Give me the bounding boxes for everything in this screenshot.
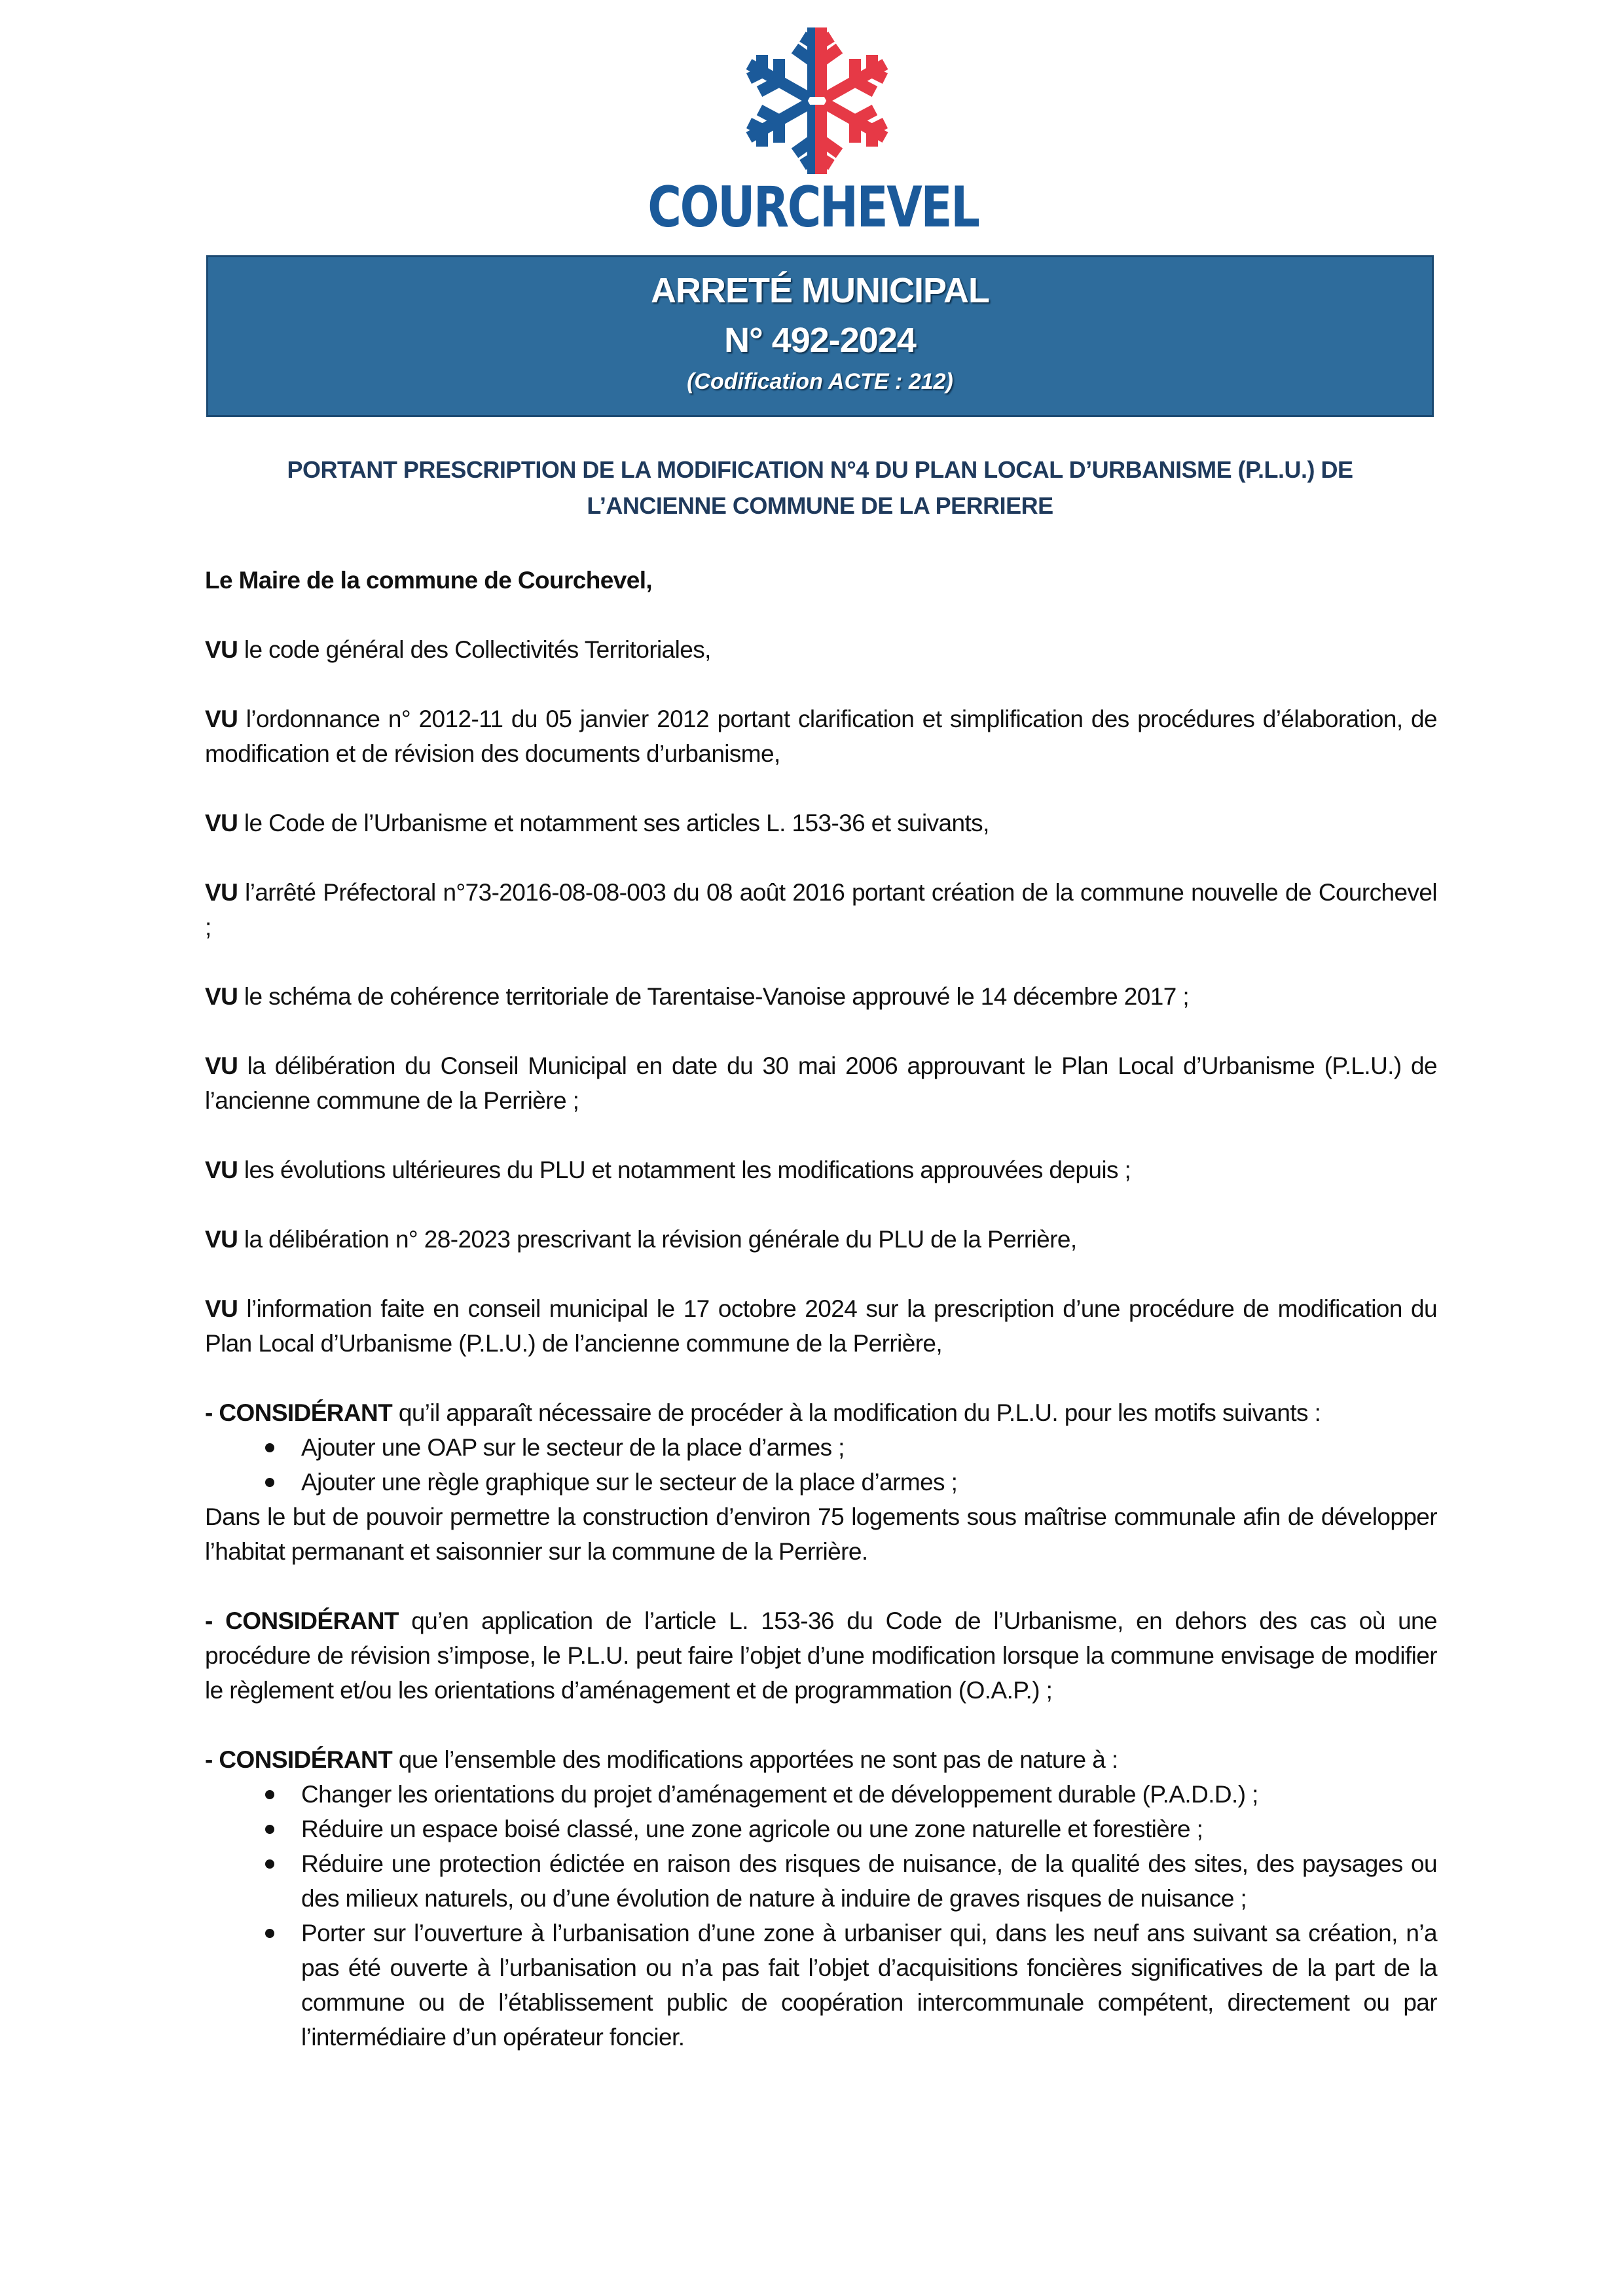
considerant-paragraph	[205, 1604, 1437, 1708]
decree-number: N° 492-2024	[724, 321, 916, 360]
vu-paragraph	[205, 979, 1437, 1014]
vu-label: VU	[205, 1157, 238, 1183]
list-item-text: Ajouter une règle graphique sur le secteur de la place d’armes ;	[301, 1469, 958, 1496]
title-line-1: PORTANT PRESCRIPTION DE LA MODIFICATION N°4 DU PLAN LOCAL D’URBANISME (P.L.U.) DE	[287, 456, 1353, 483]
considerant-dash: -	[205, 1399, 219, 1426]
considerant-text: qu’il apparaît nécessaire de procéder à la modification du P.L.U. pour les motifs suivants :	[392, 1399, 1321, 1426]
logo-wordmark: COURCHEVEL	[647, 175, 979, 240]
vu-paragraph	[205, 702, 1437, 771]
vu-label: VU	[205, 1295, 238, 1322]
bullet-icon	[265, 1478, 274, 1487]
codification: (Codification ACTE : 212)	[687, 369, 953, 394]
vu-paragraph	[205, 1222, 1437, 1257]
vu-paragraph	[205, 1153, 1437, 1187]
vu-label: VU	[205, 983, 238, 1010]
vu-label: VU	[205, 879, 238, 906]
conditions-list	[205, 1777, 1437, 2054]
vu-text: le Code de l’Urbanisme et notamment ses articles L. 153-36 et suivants,	[238, 810, 989, 836]
title-line-2: L’ANCIENNE COMMUNE DE LA PERRIERE	[587, 492, 1053, 519]
list-item	[205, 1812, 1437, 1846]
considerant-paragraph	[205, 1742, 1437, 1777]
purpose-paragraph: Dans le but de pouvoir permettre la construction d’environ 75 logements sous maîtrise communale afin de développer l’habitat permanant et saisonnier sur la commune de la Perrière.	[205, 1503, 1437, 1565]
vu-label: VU	[205, 1052, 238, 1079]
bullet-icon	[265, 1790, 274, 1799]
vu-text: l’information faite en conseil municipal le 17 octobre 2024 sur la prescription d’une procédure de modification du Plan Local d’Urbanisme (P.L.U.) de l’ancienne commune de la Perrière,	[205, 1295, 1437, 1357]
vu-text: les évolutions ultérieures du PLU et notamment les modifications approuvées depuis ;	[238, 1157, 1131, 1183]
list-item	[205, 1777, 1437, 1812]
vu-text: l’arrêté Préfectoral n°73-2016-08-08-003 du 08 août 2016 portant création de la commune nouvelle de Courchevel ;	[205, 879, 1437, 941]
considerant-label: CONSIDÉRANT	[225, 1607, 399, 1634]
list-item-text: Réduire une protection édictée en raison des risques de nuisance, de la qualité des sites, des paysages ou des milieux naturels, ou d’une évolution de nature à induire de graves risques de nuisance ;	[301, 1850, 1437, 1912]
vu-paragraph	[205, 632, 1437, 667]
page-title	[206, 452, 1434, 524]
considerant-text: qu’en application de l’article L. 153-36 du Code de l’Urbanisme, en dehors des cas où une procédure de révision s’impose, le P.L.U. peut faire l’objet d’une modification lorsque la commune envisage de modifier le règlement et/ou les orientations d’aménagement et de programmation (O.A.P.) ;	[205, 1607, 1438, 1704]
list-item	[205, 1465, 1437, 1499]
list-item	[205, 1430, 1437, 1465]
considerant-dash: -	[205, 1607, 226, 1634]
motifs-list	[205, 1430, 1437, 1499]
intro-text: Le Maire de la commune de Courchevel,	[205, 567, 653, 594]
vu-paragraph	[205, 1291, 1437, 1361]
vu-paragraph	[205, 1049, 1437, 1118]
considerant-text: que l’ensemble des modifications apportées ne sont pas de nature à :	[392, 1746, 1118, 1773]
bullet-icon	[265, 1929, 274, 1938]
considerant-paragraph	[205, 1395, 1437, 1430]
list-item-text: Changer les orientations du projet d’aménagement et de développement durable (P.A.D.D.) ;	[301, 1781, 1258, 1808]
document-body	[205, 563, 1437, 2054]
list-item	[205, 1846, 1437, 1916]
vu-label: VU	[205, 1226, 238, 1253]
vu-text: la délibération n° 28-2023 prescrivant la révision générale du PLU de la Perrière,	[238, 1226, 1077, 1253]
vu-label: VU	[205, 636, 238, 663]
courchevel-logo	[0, 0, 1623, 242]
bullet-icon	[265, 1859, 274, 1869]
decree-banner	[206, 255, 1434, 417]
considerant-dash: -	[205, 1746, 219, 1773]
vu-paragraph	[205, 806, 1437, 840]
considerant-label: CONSIDÉRANT	[219, 1399, 393, 1426]
vu-text: le code général des Collectivités Territoriales,	[238, 636, 711, 663]
vu-text: la délibération du Conseil Municipal en date du 30 mai 2006 approuvant le Plan Local d’Urbanisme (P.L.U.) de l’ancienne commune de la Perrière ;	[205, 1052, 1437, 1114]
vu-text: le schéma de cohérence territoriale de Tarentaise-Vanoise approuvé le 14 décembre 2017 ;	[238, 983, 1190, 1010]
bullet-icon	[265, 1443, 274, 1452]
list-item-text: Porter sur l’ouverture à l’urbanisation d’une zone à urbaniser qui, dans les neuf ans suivant sa création, n’a pas été ouverte à l’urbanisation ou n’a pas fait l’objet d’acquisitions foncières significatives de la part de la commune ou de l’établissement public de coopération intercommunale compétent, directement ou par l’intermédiaire d’un opérateur foncier.	[301, 1920, 1437, 2051]
snowflake-icon	[739, 25, 896, 177]
vu-label: VU	[205, 810, 238, 836]
banner-heading: ARRETÉ MUNICIPAL	[651, 271, 989, 310]
vu-label: VU	[205, 706, 238, 732]
considerant-label: CONSIDÉRANT	[219, 1746, 393, 1773]
bullet-icon	[265, 1825, 274, 1834]
vu-text: l’ordonnance n° 2012-11 du 05 janvier 2012 portant clarification et simplification des procédures d’élaboration, de modification et de révision des documents d’urbanisme,	[205, 706, 1437, 767]
list-item-text: Réduire un espace boisé classé, une zone agricole ou une zone naturelle et forestière ;	[301, 1816, 1203, 1842]
vu-paragraph	[205, 875, 1437, 944]
list-item-text: Ajouter une OAP sur le secteur de la place d’armes ;	[301, 1434, 845, 1461]
list-item	[205, 1916, 1437, 2054]
intro-paragraph	[205, 563, 1437, 598]
